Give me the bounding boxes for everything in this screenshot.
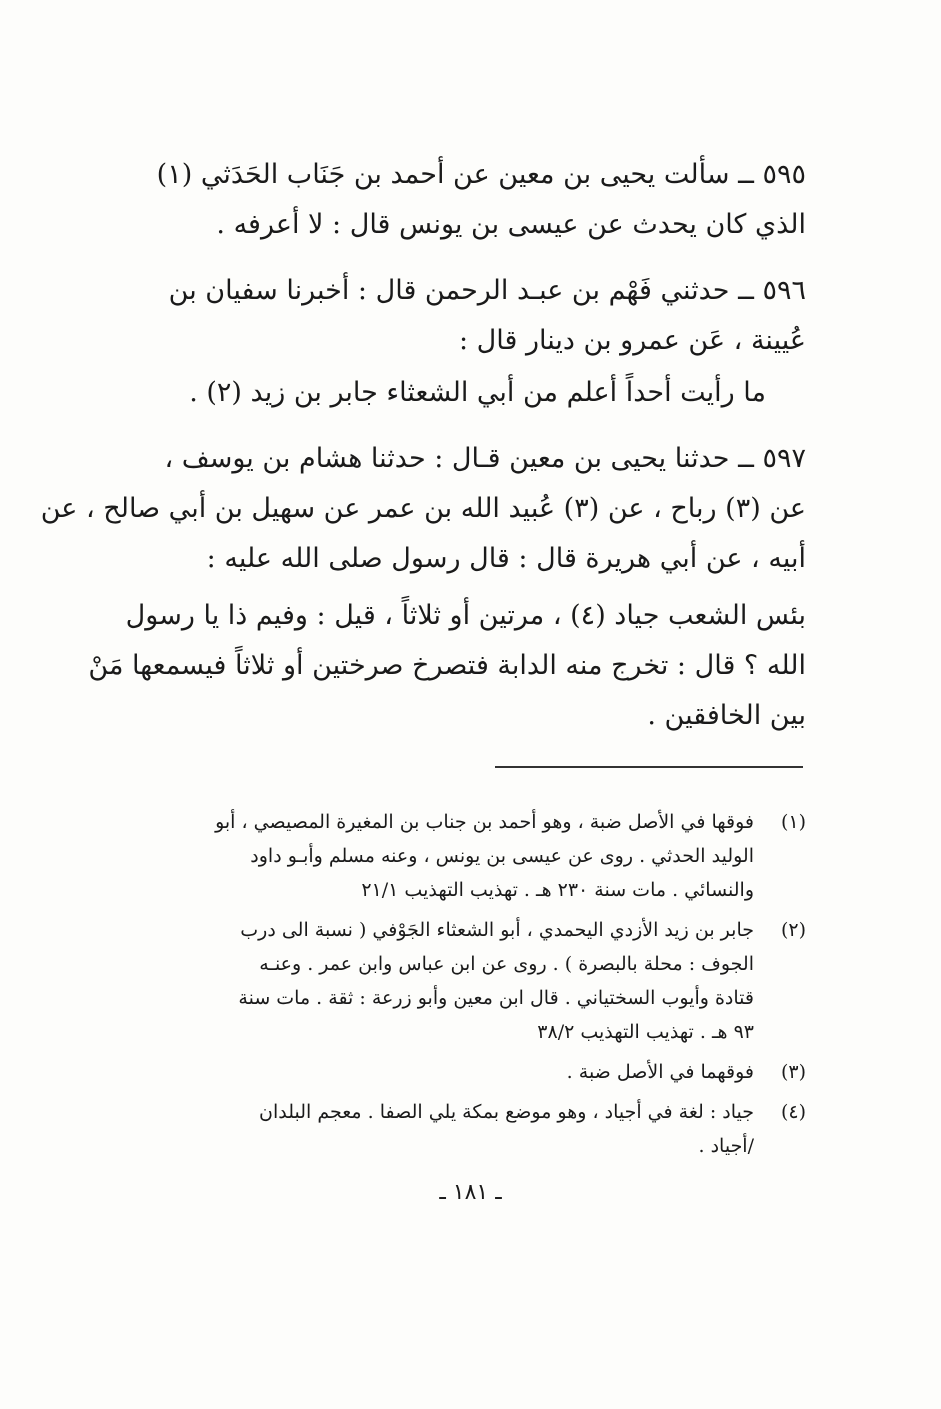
footnote-line: والنسائي . مات سنة ٢٣٠ هـ . تهذيب التهذيب ٢١/١ (361, 879, 754, 901)
footnote-line: فوقهما في الأصل ضبة . (566, 1061, 754, 1083)
footnote-number: (٣) (780, 1061, 806, 1083)
text-line: عن (٣) رباح ، عن (٣) عُبيد الله بن عمر عن سهيل بن أبي صالح ، عن (40, 493, 806, 524)
footnote-line: قتادة وأيوب السختياني . قال ابن معين وأبو زرعة : ثقة . مات سنة (238, 987, 754, 1009)
text-line: الذي كان يحدث عن عيسى بن يونس قال : لا أعرفه . (216, 209, 806, 240)
quote-line (160, 368, 806, 418)
text-line: ٥٩٦ ــ حدثني فَهْم بن عبـد الرحمن قال : أخبرنا سفيان بن (168, 275, 806, 306)
footnote-line: الجوف : محلة بالبصرة ) . روى عن ابن عباس وابن عمر . وعنـه (259, 953, 754, 975)
text-line: بئس الشعب جياد (٤) ، مرتين أو ثلاثاً ، قيل : وفيم ذا يا رسول (125, 600, 806, 631)
footnote-line: الوليد الحدثي . روى عن عيسى بن يونس ، وعنه مسلم وأبـو داود (250, 845, 754, 867)
text-line: أبيه ، عن أبي هريرة قال : قال رسول صلى الله عليه : (206, 543, 806, 574)
footnotes (160, 805, 806, 1169)
footnote-number: (٤) (780, 1101, 806, 1123)
text-line: الله ؟ قال : تخرج منه الدابة فتصرخ صرختين أو ثلاثاً فيسمعها مَنْ (88, 650, 806, 681)
text-line: بين الخافقين . (647, 700, 806, 731)
text-line: ٥٩٧ ــ حدثنا يحيى بن معين قـال : حدثنا هشام بن يوسف ، (164, 443, 806, 474)
footnote-line: فوقها في الأصل ضبة ، وهو أحمد بن جناب بن المغيرة المصيصي ، أبو (215, 811, 754, 833)
text-line: ما رأيت أحداً أعلم من أبي الشعثاء جابر بن زيد (٢) . (189, 377, 766, 408)
paragraph-597 (40, 434, 806, 584)
footnote-line: /أجياد . (698, 1135, 754, 1157)
footnote-line: جياد : لغة في أجياد ، وهو موضع بمكة يلي الصفا . معجم البلدان (259, 1101, 754, 1123)
text-line: عُيينة ، عَن عمرو بن دينار قال : (458, 325, 806, 356)
footnote-line: جابر بن زيد الأزدي اليحمدي ، أبو الشعثاء الجَوْفي ( نسبة الى درب (240, 919, 754, 941)
paragraph-595 (156, 150, 806, 250)
footnote-number: (١) (780, 811, 806, 833)
paragraph-596 (160, 266, 806, 366)
text-line: ٥٩٥ ــ سألت يحيى بن معين عن أحمد بن جَنَاب الحَدَثي (١) (156, 159, 806, 190)
footnote-4 (160, 1095, 806, 1163)
footnote-2 (160, 913, 806, 1049)
footnote-divider (495, 766, 803, 768)
page-number: ـ ١٨١ ـ (439, 1180, 502, 1205)
hadith-text (88, 591, 806, 741)
footnote-3 (160, 1055, 806, 1089)
footnote-line: ٩٣ هـ . تهذيب التهذيب ٣٨/٢ (537, 1021, 754, 1043)
footnote-number: (٢) (780, 919, 806, 941)
footnote-1 (160, 805, 806, 907)
